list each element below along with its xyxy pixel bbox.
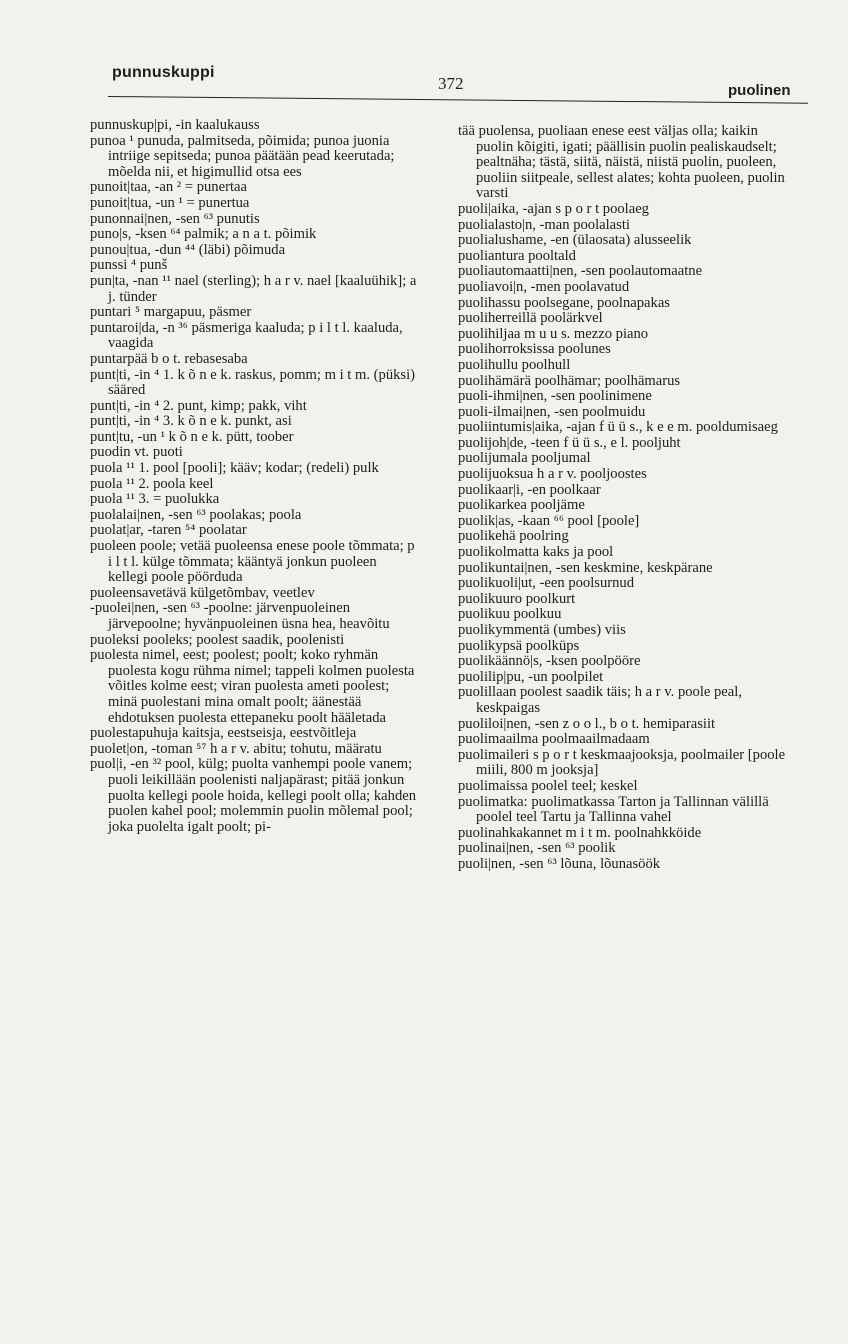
dictionary-entry: puolijumala pooljumal bbox=[458, 450, 591, 467]
dictionary-entry: puolestapuhuja kaitsja, eestseisja, eestvõitleja bbox=[90, 725, 357, 742]
dictionary-entry: punonnai|nen, -sen ⁶³ punutis bbox=[90, 210, 260, 227]
dictionary-entry: puolillaan poolest saadik täis; h a r v. poole peal, keskpaigas bbox=[458, 684, 742, 716]
dictionary-entry: pun|ta, -nan ¹¹ nael (sterling); h a r v. nael [kaaluühik]; a j. tünder bbox=[90, 272, 417, 305]
dictionary-entry: puolialasto|n, -man poolalasti bbox=[458, 216, 630, 233]
dictionary-entry: punou|tua, -dun ⁴⁴ (läbi) põimuda bbox=[90, 241, 286, 258]
dictionary-entry: puolet|on, -toman ⁵⁷ h a r v. abitu; tohutu, määratu bbox=[90, 740, 382, 757]
dictionary-entry: puolikehä poolring bbox=[458, 528, 569, 545]
dictionary-entry: -puolei|nen, -sen ⁶³ -poolne: järvenpuoleinen järvepoolne; hyvänpuoleinen üsna hea, heavõitu bbox=[90, 600, 390, 632]
page-number: 372 bbox=[438, 74, 464, 93]
dictionary-entry: punoit|tua, -un ¹ = punertua bbox=[90, 194, 250, 211]
dictionary-entry: puoleksi pooleks; poolest saadik, poolenisti bbox=[90, 631, 345, 648]
dictionary-entry: puolialushame, -en (ülaosata) alusseelik bbox=[458, 232, 692, 249]
dictionary-entry: puola ¹¹ 3. = puolukka bbox=[90, 491, 220, 508]
dictionary-entry: puolihassu poolsegane, poolnapakas bbox=[458, 294, 670, 311]
dictionary-entry: puoliherreillä poolärkvel bbox=[458, 310, 603, 327]
dictionary-entry: puolikaar|i, -en poolkaar bbox=[458, 481, 601, 498]
dictionary-entry: puolijuoksua h a r v. pooljoostes bbox=[458, 466, 647, 483]
dictionary-entry: puntarpää b o t. rebasesaba bbox=[90, 350, 248, 367]
dictionary-entry: puolijoh|de, -teen f ü ü s., e l. pooljuht bbox=[458, 434, 681, 451]
dictionary-entry: puolimaileri s p o r t keskmaajooksja, poolmailer [poole miili, 800 m jooksja] bbox=[458, 746, 786, 779]
dictionary-entry: puola ¹¹ 2. poola keel bbox=[90, 475, 214, 492]
dictionary-entry: puolihorroksissa poolunes bbox=[458, 341, 611, 358]
running-head-right: puolinen bbox=[728, 82, 791, 99]
dictionary-entry: puola ¹¹ 1. pool [pooli]; kääv; kodar; (redeli) pulk bbox=[90, 460, 379, 477]
dictionary-entry: puoli-ilmai|nen, -sen poolmuidu bbox=[458, 403, 646, 420]
dictionary-entry: puodin vt. puoti bbox=[90, 444, 183, 461]
dictionary-entry: puoli|nen, -sen ⁶³ lõuna, lõunasöök bbox=[458, 855, 661, 872]
dictionary-entry: puntaroi|da, -n ³⁶ päsmeriga kaaluda; p i l t l. kaaluda, vaagida bbox=[90, 319, 403, 352]
dictionary-entry: puntari ⁵ margapuu, päsmer bbox=[90, 304, 252, 321]
dictionary-entry: puolat|ar, -taren ⁵⁴ poolatar bbox=[90, 522, 247, 539]
dictionary-entry: puolikuuro poolkurt bbox=[458, 590, 576, 607]
dictionary-entry: punt|ti, -in ⁴ 2. punt, kimp; pakk, viht bbox=[90, 397, 307, 414]
dictionary-entry: puolihiljaa m u u s. mezzo piano bbox=[458, 325, 649, 342]
dictionary-entry: punssi ⁴ punš bbox=[90, 257, 168, 274]
dictionary-entry: tää puolensa, puoliaan enese eest väljas olla; kaikin puolin kõigiti, igati; päällisin puolin pealiskaudselt; pealtnäha; tästä, siitä, näistä, niistä puolin, puoleen, puoliin siitpeale, sellest alates; kohta puoleen, puolin varsti bbox=[458, 123, 785, 202]
dictionary-entry: puolikolmatta kaks ja pool bbox=[458, 544, 614, 561]
dictionary-entry: puolalai|nen, -sen ⁶³ poolakas; poola bbox=[90, 506, 302, 523]
dictionary-entry: puolikymmentä (umbes) viis bbox=[458, 622, 626, 638]
dictionary-entry: puolimaailma poolmaailmadaam bbox=[458, 731, 650, 748]
dictionary-entry: puolikuu poolkuu bbox=[458, 606, 562, 623]
dictionary-entry: puno|s, -ksen ⁶⁴ palmik; a n a t. põimik bbox=[90, 226, 317, 243]
dictionary-entry: puolilip|pu, -un poolpilet bbox=[458, 668, 604, 685]
dictionary-entry: puoliintumis|aika, -ajan f ü ü s., k e e m. pooldumisaeg bbox=[458, 419, 778, 436]
dictionary-entry: punt|ti, -in ⁴ 3. k õ n e k. punkt, asi bbox=[90, 413, 292, 430]
dictionary-entry: punt|ti, -in ⁴ 1. k õ n e k. raskus, pomm; m i t m. (püksi) sääred bbox=[90, 366, 416, 399]
dictionary-entry: punoit|taa, -an ² = punertaa bbox=[90, 179, 247, 196]
dictionary-entry: puolikypsä poolküps bbox=[458, 637, 580, 654]
dictionary-entry: punnuskup|pi, -in kaalukauss bbox=[90, 117, 260, 133]
dictionary-entry: punt|tu, -un ¹ k õ n e k. pütt, toober bbox=[90, 428, 294, 445]
dictionary-entry: puolinahkakannet m i t m. poolnahkköide bbox=[458, 824, 702, 841]
running-head-left: punnuskuppi bbox=[112, 64, 215, 81]
dictionary-entry: puoliautomaatti|nen, -sen poolautomaatne bbox=[458, 263, 703, 280]
dictionary-entry: puolesta nimel, eest; poolest; poolt; koko ryhmän puolesta kogu rühma nimel; tappeli kolmen puolesta võitles kolme eest; viran puolesta ameti poolest; minä puolestani mina omalt poolt; äänestää ehdotuksen puolesta ettepaneku poolt hääletada bbox=[90, 647, 415, 726]
dictionary-entry: puolikuoli|ut, -een poolsurnud bbox=[458, 575, 635, 592]
dictionary-entry: puoleen poole; vetää puoleensa enese poole tõmmata; p i l t l. külge tõmmata; kääntyä jonkun puoleen kellegi poole pöörduda bbox=[90, 538, 415, 586]
dictionary-entry: puolinai|nen, -sen ⁶³ poolik bbox=[458, 840, 616, 857]
right-column bbox=[458, 124, 792, 873]
dictionary-entry: puoliantura pooltald bbox=[458, 247, 576, 264]
dictionary-entry: puoliavoi|n, -men poolavatud bbox=[458, 278, 630, 295]
dictionary-entry: puolik|as, -kaan ⁶⁶ pool [poole] bbox=[458, 512, 640, 529]
dictionary-entry: puolikuntai|nen, -sen keskmine, keskpärane bbox=[458, 559, 713, 576]
dictionary-entry: puoli-ihmi|nen, -sen poolinimene bbox=[458, 388, 652, 405]
dictionary-entry: puol|i, -en ³² pool, külg; puolta vanhempi poole vanem; puoli leikillään poolenisti naljapärast; pitää jonkun puolta kellegi poole hoida, kellegi poolt olla; kahden puolen kahel pool; molemmin puolin mõlemal pool; joka puolelta igalt poolt; pi- bbox=[90, 756, 417, 835]
dictionary-entry: puolikarkea pooljäme bbox=[458, 497, 585, 514]
left-column bbox=[90, 118, 420, 835]
dictionary-entry: puolimaissa poolel teel; keskel bbox=[458, 777, 638, 794]
dictionary-entry: punoa ¹ punuda, palmitseda, põimida; punoa juonia intriige sepitseda; punoa päätään pead keerutada; mõelda nii, et higimullid otsa ees bbox=[90, 132, 395, 180]
dictionary-entry: puoli|aika, -ajan s p o r t poolaeg bbox=[458, 200, 649, 217]
dictionary-entry: puolihämärä poolhämar; poolhämarus bbox=[458, 372, 681, 389]
dictionary-entry: puoliloi|nen, -sen z o o l., b o t. hemiparasiit bbox=[458, 715, 716, 732]
header-rule bbox=[108, 96, 808, 104]
dictionary-entry: puoleensavetävä külgetõmbav, veetlev bbox=[90, 584, 315, 601]
dictionary-entry: puolikäännö|s, -ksen poolpööre bbox=[458, 653, 641, 670]
dictionary-entry: puolimatka: puolimatkassa Tarton ja Tallinnan välillä poolel teel Tartu ja Tallinna vahel bbox=[458, 793, 769, 826]
dictionary-entry: puolihullu poolhull bbox=[458, 356, 571, 373]
